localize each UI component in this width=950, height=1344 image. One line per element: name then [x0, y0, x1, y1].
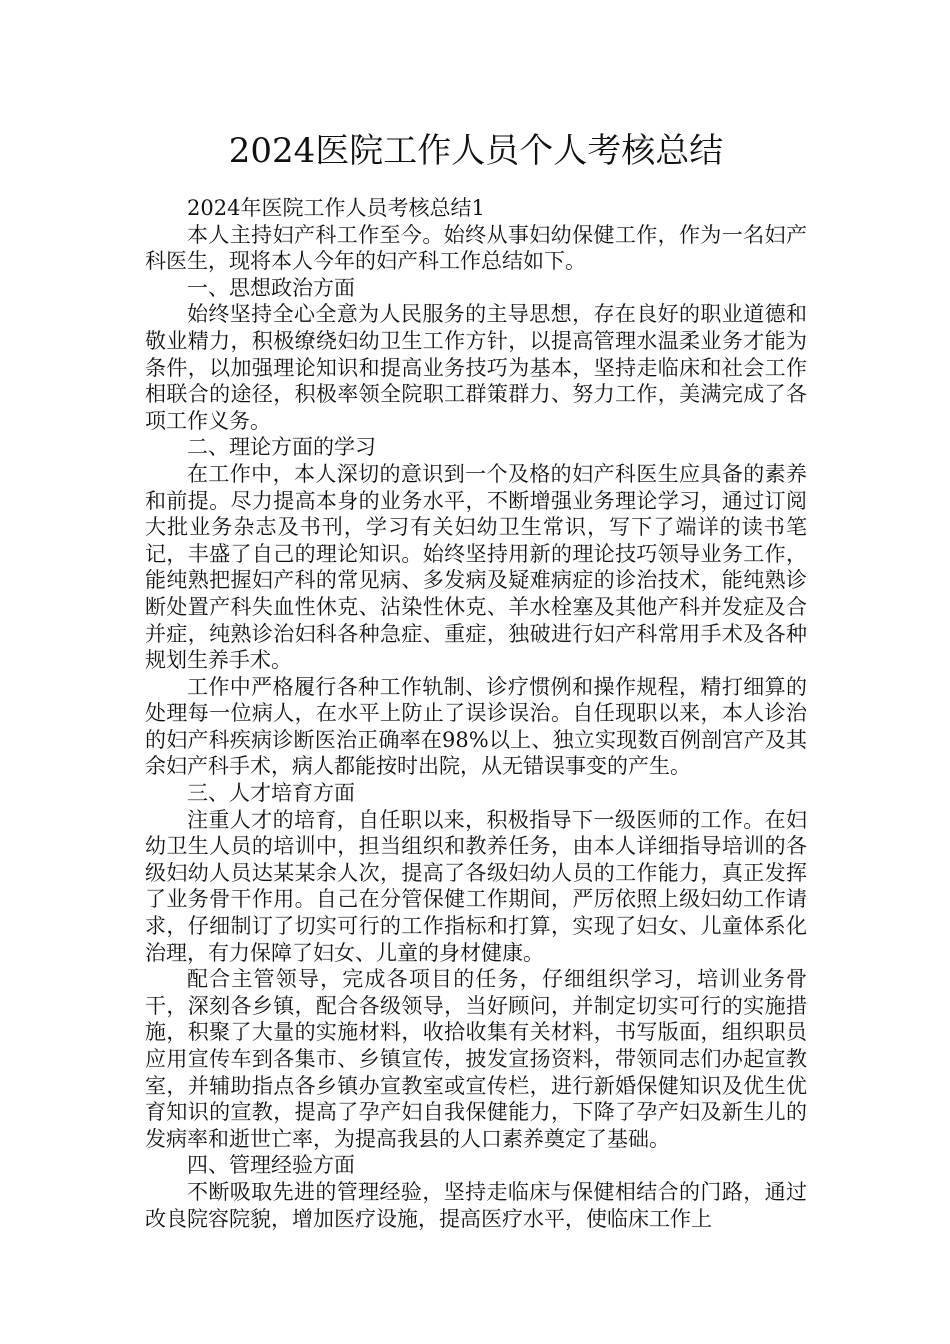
intro-paragraph: 本人主持妇产科工作至今。始终从事妇幼保健工作，作为一名妇产科医生，现将本人今年的妇产科工作总结如下。 — [145, 222, 807, 274]
theory-paragraph-2: 工作中严格履行各种工作轨制、诊疗惯例和操作规程，精打细算的处理每一位病人，在水平上防止了误诊误治。自任现职以来，本人诊治的妇产科疾病诊断医治正确率在98%以上、独立实现数百例剖宫产及其余妇产科手术，病人都能按时出院，从无错误事变的产生。 — [145, 674, 807, 779]
section-heading-theory: 二、理论方面的学习 — [187, 435, 376, 460]
section-heading-management: 四、管理经验方面 — [187, 1153, 355, 1178]
politics-paragraph: 始终坚持全心全意为人民服务的主导思想，存在良好的职业道德和敬业精力，积极缭绕妇幼卫生工作方针，以提高管理水温柔业务才能为条件，以加强理论知识和提高业务技巧为基本，坚持走临床和社会工作相联合的途径，积极率领全院职工群策群力、努力工作，美满完成了各项工作义务。 — [145, 302, 807, 433]
document-body — [145, 195, 807, 1232]
section-heading-politics: 一、思想政治方面 — [187, 275, 355, 300]
theory-paragraph-1: 在工作中，本人深切的意识到一个及格的妇产科医生应具备的素养和前提。尽力提高本身的业务水平，不断增强业务理论学习，通过订阅大批业务杂志及书刊，学习有关妇幼卫生常识，写下了端详的读书笔记，丰盛了自己的理论知识。始终坚持用新的理论技巧领导业务工作，能纯熟把握妇产科的常见病、多发病及疑难病症的诊治技术，能纯熟诊断处置产科失血性休克、沾染性休克、羊水栓塞及其他产科并发症及合并症，纯熟诊治妇科各种急症、重症，独破进行妇产科常用手术及各种规划生养手术。 — [145, 461, 807, 673]
section-heading-talent: 三、人才培育方面 — [187, 781, 355, 806]
section-subtitle: 2024年医院工作人员考核总结1 — [187, 196, 485, 220]
document-page — [145, 125, 807, 1232]
talent-paragraph-2: 配合主管领导，完成各项目的任务，仔细组织学习，培训业务骨干，深刻各乡镇，配合各级领导，当好顾问，并制定切实可行的实施措施，积聚了大量的实施材料，收拾收集有关材料，书写版面，组织职员应用宣传车到各集市、乡镇宣传，披发宣扬资料，带领同志们办起宣教室，并辅助指点各乡镇办宣教室或宣传栏，进行新婚保健知识及优生优育知识的宣教，提高了孕产妇自我保健能力，下降了孕产妇及新生儿的发病率和逝世亡率，为提高我县的人口素养奠定了基础。 — [145, 967, 807, 1151]
management-paragraph: 不断吸取先进的管理经验，坚持走临床与保健相结合的门路，通过改良院容院貌，增加医疗设施，提高医疗水平，使临床工作上 — [145, 1179, 807, 1231]
talent-paragraph-1: 注重人才的培育，自任职以来，积极指导下一级医师的工作。在妇幼卫生人员的培训中，担当组织和教养任务，由本人详细指导培训的各级妇幼人员达某某余人次，提高了各级妇幼人员的工作能力，真正发挥了业务骨干作用。自己在分管保健工作期间，严厉依照上级妇幼工作请求，仔细制订了切实可行的工作指标和打算，实现了妇女、儿童体系化治理，有力保障了妇女、儿童的身材健康。 — [145, 807, 807, 965]
document-title: 2024医院工作人员个人考核总结 — [228, 131, 724, 171]
